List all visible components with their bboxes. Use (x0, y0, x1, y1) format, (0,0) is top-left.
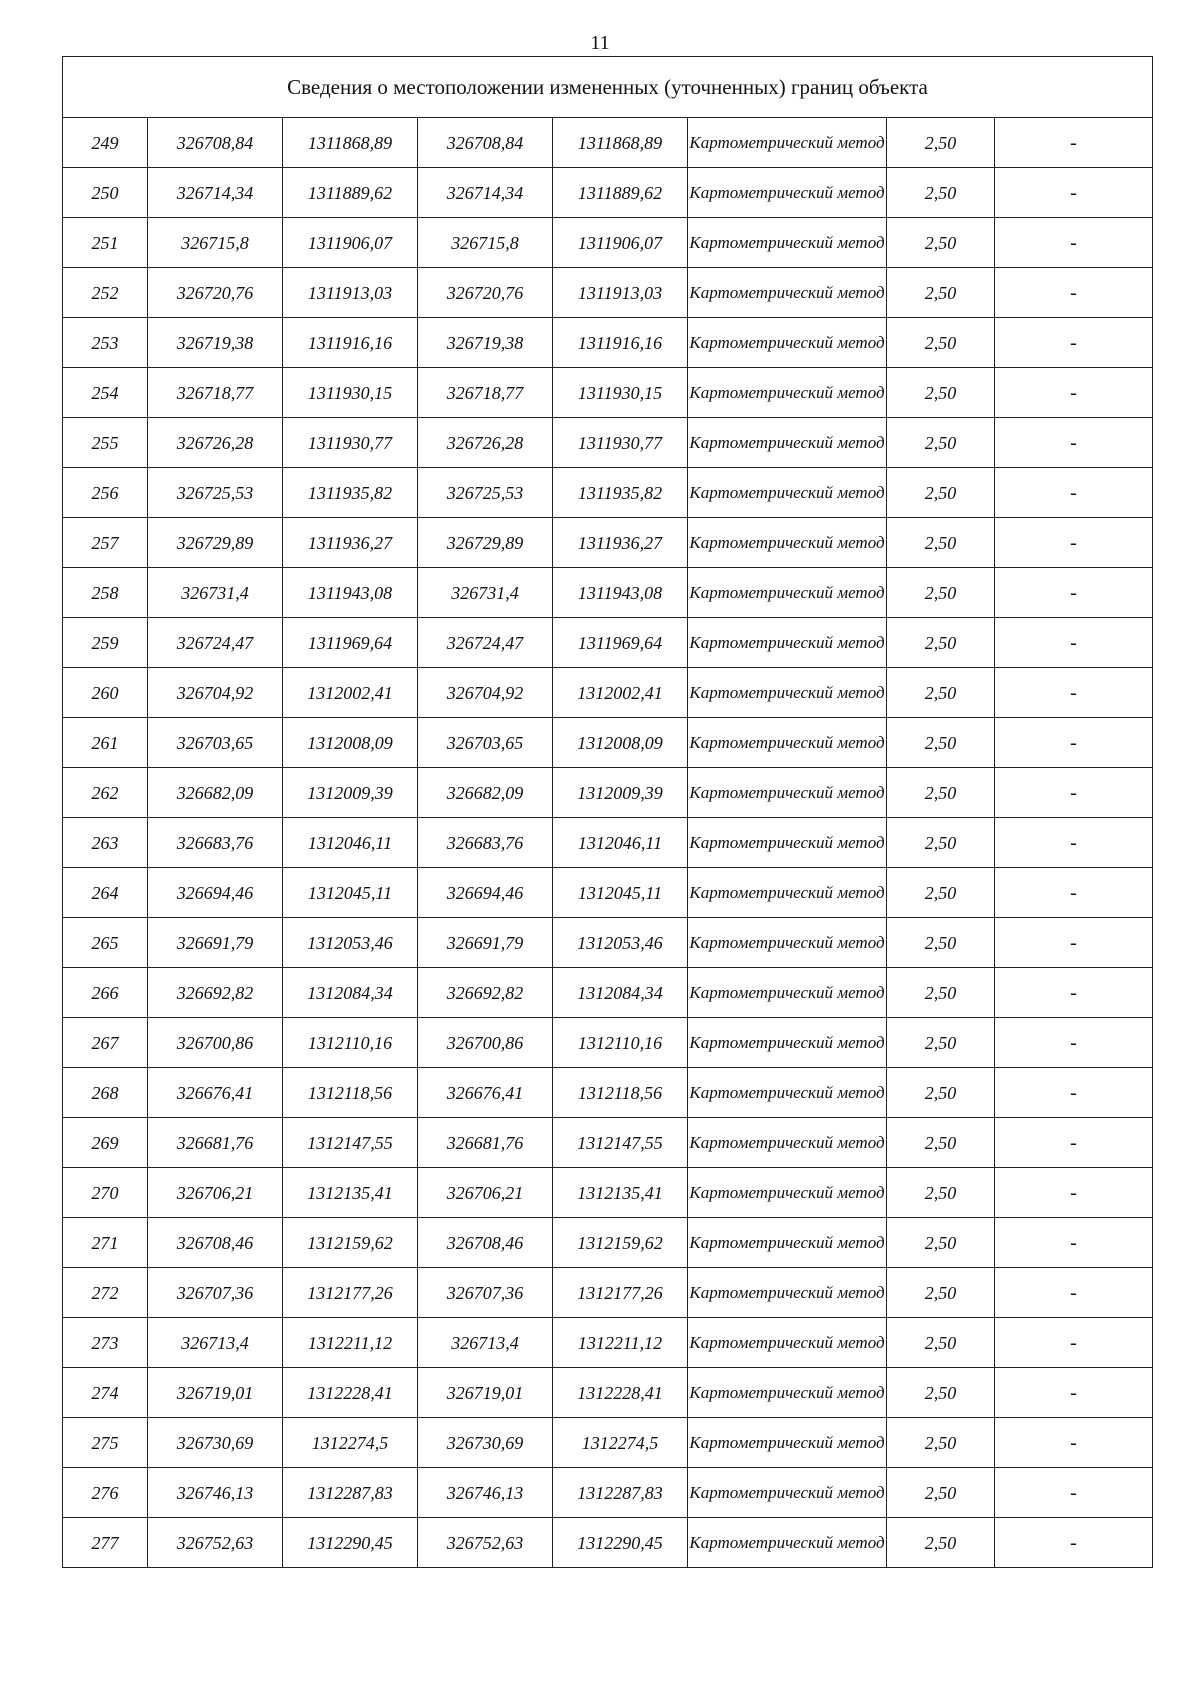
point-number: 262 (63, 768, 148, 818)
table-row (63, 918, 1153, 968)
accuracy-value: 2,50 (887, 1218, 995, 1268)
new-x: 326726,28 (418, 418, 553, 468)
existing-y: 1312147,55 (283, 1118, 418, 1168)
existing-y: 1311930,15 (283, 368, 418, 418)
table-row (63, 1218, 1153, 1268)
point-note: - (995, 1418, 1153, 1468)
new-y: 1312274,5 (553, 1418, 688, 1468)
existing-x: 326725,53 (148, 468, 283, 518)
determination-method: Картометрический метод (688, 968, 887, 1018)
accuracy-value: 2,50 (887, 268, 995, 318)
new-y: 1312084,34 (553, 968, 688, 1018)
new-x: 326746,13 (418, 1468, 553, 1518)
determination-method: Картометрический метод (688, 718, 887, 768)
point-note: - (995, 168, 1153, 218)
existing-x: 326703,65 (148, 718, 283, 768)
determination-method: Картометрический метод (688, 768, 887, 818)
new-x: 326683,76 (418, 818, 553, 868)
new-y: 1311936,27 (553, 518, 688, 568)
table-row (63, 718, 1153, 768)
point-number: 261 (63, 718, 148, 768)
accuracy-value: 2,50 (887, 1368, 995, 1418)
new-x: 326713,4 (418, 1318, 553, 1368)
point-note: - (995, 118, 1153, 168)
accuracy-value: 2,50 (887, 118, 995, 168)
determination-method: Картометрический метод (688, 818, 887, 868)
accuracy-value: 2,50 (887, 1068, 995, 1118)
determination-method: Картометрический метод (688, 1318, 887, 1368)
table-row (63, 968, 1153, 1018)
determination-method: Картометрический метод (688, 1468, 887, 1518)
new-y: 1312211,12 (553, 1318, 688, 1368)
new-y: 1312053,46 (553, 918, 688, 968)
point-note: - (995, 818, 1153, 868)
new-y: 1312159,62 (553, 1218, 688, 1268)
determination-method: Картометрический метод (688, 468, 887, 518)
table-row (63, 218, 1153, 268)
point-number: 270 (63, 1168, 148, 1218)
point-number: 260 (63, 668, 148, 718)
point-number: 275 (63, 1418, 148, 1468)
determination-method: Картометрический метод (688, 368, 887, 418)
accuracy-value: 2,50 (887, 618, 995, 668)
point-note: - (995, 1018, 1153, 1068)
point-note: - (995, 568, 1153, 618)
existing-y: 1311916,16 (283, 318, 418, 368)
existing-y: 1312053,46 (283, 918, 418, 968)
existing-y: 1312118,56 (283, 1068, 418, 1118)
existing-x: 326700,86 (148, 1018, 283, 1068)
existing-x: 326729,89 (148, 518, 283, 568)
point-number: 273 (63, 1318, 148, 1368)
new-x: 326731,4 (418, 568, 553, 618)
existing-y: 1312002,41 (283, 668, 418, 718)
determination-method: Картометрический метод (688, 268, 887, 318)
accuracy-value: 2,50 (887, 518, 995, 568)
boundary-coordinates-table (62, 56, 1153, 1568)
point-note: - (995, 1068, 1153, 1118)
existing-x: 326676,41 (148, 1068, 283, 1118)
table-row (63, 1418, 1153, 1468)
determination-method: Картометрический метод (688, 168, 887, 218)
existing-y: 1311913,03 (283, 268, 418, 318)
point-note: - (995, 868, 1153, 918)
new-x: 326708,46 (418, 1218, 553, 1268)
new-y: 1311930,15 (553, 368, 688, 418)
accuracy-value: 2,50 (887, 668, 995, 718)
accuracy-value: 2,50 (887, 818, 995, 868)
point-number: 264 (63, 868, 148, 918)
point-number: 271 (63, 1218, 148, 1268)
new-y: 1311969,64 (553, 618, 688, 668)
point-number: 258 (63, 568, 148, 618)
existing-x: 326682,09 (148, 768, 283, 818)
new-y: 1312046,11 (553, 818, 688, 868)
new-y: 1312009,39 (553, 768, 688, 818)
existing-y: 1311936,27 (283, 518, 418, 568)
existing-y: 1311943,08 (283, 568, 418, 618)
point-note: - (995, 418, 1153, 468)
table-row (63, 1518, 1153, 1568)
new-y: 1312118,56 (553, 1068, 688, 1118)
accuracy-value: 2,50 (887, 1268, 995, 1318)
determination-method: Картометрический метод (688, 1368, 887, 1418)
existing-y: 1312135,41 (283, 1168, 418, 1218)
table-title-row (63, 57, 1153, 118)
point-number: 253 (63, 318, 148, 368)
existing-x: 326708,84 (148, 118, 283, 168)
point-number: 259 (63, 618, 148, 668)
accuracy-value: 2,50 (887, 1468, 995, 1518)
existing-x: 326730,69 (148, 1418, 283, 1468)
existing-x: 326694,46 (148, 868, 283, 918)
point-note: - (995, 918, 1153, 968)
new-x: 326752,63 (418, 1518, 553, 1568)
point-note: - (995, 268, 1153, 318)
accuracy-value: 2,50 (887, 1118, 995, 1168)
point-note: - (995, 1518, 1153, 1568)
accuracy-value: 2,50 (887, 1518, 995, 1568)
point-note: - (995, 618, 1153, 668)
point-number: 266 (63, 968, 148, 1018)
new-x: 326729,89 (418, 518, 553, 568)
determination-method: Картометрический метод (688, 1068, 887, 1118)
existing-y: 1312084,34 (283, 968, 418, 1018)
determination-method: Картометрический метод (688, 418, 887, 468)
existing-x: 326724,47 (148, 618, 283, 668)
accuracy-value: 2,50 (887, 1418, 995, 1468)
existing-x: 326714,34 (148, 168, 283, 218)
point-note: - (995, 1318, 1153, 1368)
new-y: 1311868,89 (553, 118, 688, 168)
new-y: 1311935,82 (553, 468, 688, 518)
existing-x: 326704,92 (148, 668, 283, 718)
existing-y: 1311868,89 (283, 118, 418, 168)
existing-y: 1312046,11 (283, 818, 418, 868)
accuracy-value: 2,50 (887, 468, 995, 518)
existing-y: 1312008,09 (283, 718, 418, 768)
determination-method: Картометрический метод (688, 218, 887, 268)
point-number: 263 (63, 818, 148, 868)
existing-y: 1312009,39 (283, 768, 418, 818)
table-body (63, 118, 1153, 1568)
point-number: 249 (63, 118, 148, 168)
new-x: 326692,82 (418, 968, 553, 1018)
new-y: 1312147,55 (553, 1118, 688, 1168)
accuracy-value: 2,50 (887, 1318, 995, 1368)
new-x: 326725,53 (418, 468, 553, 518)
point-number: 269 (63, 1118, 148, 1168)
new-x: 326718,77 (418, 368, 553, 418)
point-note: - (995, 968, 1153, 1018)
accuracy-value: 2,50 (887, 568, 995, 618)
existing-y: 1311906,07 (283, 218, 418, 268)
table-row (63, 118, 1153, 168)
point-note: - (995, 718, 1153, 768)
existing-x: 326683,76 (148, 818, 283, 868)
point-note: - (995, 1268, 1153, 1318)
determination-method: Картометрический метод (688, 1268, 887, 1318)
determination-method: Картометрический метод (688, 568, 887, 618)
new-x: 326715,8 (418, 218, 553, 268)
existing-x: 326708,46 (148, 1218, 283, 1268)
existing-x: 326706,21 (148, 1168, 283, 1218)
table-row (63, 1368, 1153, 1418)
point-number: 268 (63, 1068, 148, 1118)
new-y: 1312110,16 (553, 1018, 688, 1068)
point-number: 255 (63, 418, 148, 468)
existing-x: 326692,82 (148, 968, 283, 1018)
new-y: 1311889,62 (553, 168, 688, 218)
table-row (63, 1268, 1153, 1318)
determination-method: Картометрический метод (688, 518, 887, 568)
point-number: 265 (63, 918, 148, 968)
table-row (63, 368, 1153, 418)
existing-y: 1312177,26 (283, 1268, 418, 1318)
existing-x: 326707,36 (148, 1268, 283, 1318)
determination-method: Картометрический метод (688, 1418, 887, 1468)
point-note: - (995, 768, 1153, 818)
point-note: - (995, 318, 1153, 368)
existing-x: 326715,8 (148, 218, 283, 268)
new-x: 326681,76 (418, 1118, 553, 1168)
table-row (63, 1318, 1153, 1368)
point-note: - (995, 1468, 1153, 1518)
new-x: 326724,47 (418, 618, 553, 668)
new-y: 1312287,83 (553, 1468, 688, 1518)
accuracy-value: 2,50 (887, 1168, 995, 1218)
point-note: - (995, 1168, 1153, 1218)
new-y: 1311913,03 (553, 268, 688, 318)
existing-x: 326726,28 (148, 418, 283, 468)
table-row (63, 318, 1153, 368)
new-y: 1311916,16 (553, 318, 688, 368)
point-number: 276 (63, 1468, 148, 1518)
new-y: 1312228,41 (553, 1368, 688, 1418)
determination-method: Картометрический метод (688, 668, 887, 718)
accuracy-value: 2,50 (887, 168, 995, 218)
new-x: 326691,79 (418, 918, 553, 968)
existing-x: 326681,76 (148, 1118, 283, 1168)
point-number: 252 (63, 268, 148, 318)
new-x: 326707,36 (418, 1268, 553, 1318)
point-note: - (995, 368, 1153, 418)
accuracy-value: 2,50 (887, 868, 995, 918)
table-row (63, 768, 1153, 818)
table-row (63, 1018, 1153, 1068)
new-x: 326719,01 (418, 1368, 553, 1418)
new-x: 326700,86 (418, 1018, 553, 1068)
existing-x: 326719,38 (148, 318, 283, 368)
new-x: 326694,46 (418, 868, 553, 918)
existing-y: 1312287,83 (283, 1468, 418, 1518)
existing-y: 1312110,16 (283, 1018, 418, 1068)
accuracy-value: 2,50 (887, 218, 995, 268)
new-y: 1311906,07 (553, 218, 688, 268)
accuracy-value: 2,50 (887, 718, 995, 768)
new-x: 326708,84 (418, 118, 553, 168)
table-row (63, 1068, 1153, 1118)
new-x: 326714,34 (418, 168, 553, 218)
new-x: 326730,69 (418, 1418, 553, 1468)
new-y: 1312290,45 (553, 1518, 688, 1568)
existing-y: 1312211,12 (283, 1318, 418, 1368)
existing-y: 1311889,62 (283, 168, 418, 218)
table-row (63, 1468, 1153, 1518)
new-x: 326676,41 (418, 1068, 553, 1118)
point-number: 277 (63, 1518, 148, 1568)
table-title: Сведения о местоположении измененных (уточненных) границ объекта (63, 57, 1153, 118)
page-number: 11 (590, 32, 610, 54)
point-note: - (995, 1368, 1153, 1418)
existing-x: 326731,4 (148, 568, 283, 618)
existing-y: 1311935,82 (283, 468, 418, 518)
existing-x: 326718,77 (148, 368, 283, 418)
point-note: - (995, 668, 1153, 718)
point-number: 272 (63, 1268, 148, 1318)
existing-y: 1312159,62 (283, 1218, 418, 1268)
point-note: - (995, 518, 1153, 568)
point-number: 254 (63, 368, 148, 418)
table-row (63, 868, 1153, 918)
accuracy-value: 2,50 (887, 1018, 995, 1068)
table-row (63, 568, 1153, 618)
point-note: - (995, 218, 1153, 268)
new-x: 326706,21 (418, 1168, 553, 1218)
table-row (63, 1118, 1153, 1168)
table-row (63, 518, 1153, 568)
accuracy-value: 2,50 (887, 918, 995, 968)
point-note: - (995, 468, 1153, 518)
determination-method: Картометрический метод (688, 1118, 887, 1168)
existing-y: 1312228,41 (283, 1368, 418, 1418)
point-number: 251 (63, 218, 148, 268)
existing-x: 326719,01 (148, 1368, 283, 1418)
accuracy-value: 2,50 (887, 768, 995, 818)
new-x: 326682,09 (418, 768, 553, 818)
accuracy-value: 2,50 (887, 418, 995, 468)
determination-method: Картометрический метод (688, 618, 887, 668)
table-row (63, 618, 1153, 668)
existing-x: 326713,4 (148, 1318, 283, 1368)
new-y: 1312045,11 (553, 868, 688, 918)
determination-method: Картометрический метод (688, 1518, 887, 1568)
table-row (63, 268, 1153, 318)
existing-y: 1312274,5 (283, 1418, 418, 1468)
point-note: - (995, 1118, 1153, 1168)
new-y: 1311943,08 (553, 568, 688, 618)
new-y: 1312002,41 (553, 668, 688, 718)
point-number: 257 (63, 518, 148, 568)
existing-x: 326720,76 (148, 268, 283, 318)
existing-y: 1312045,11 (283, 868, 418, 918)
existing-y: 1311969,64 (283, 618, 418, 668)
new-x: 326703,65 (418, 718, 553, 768)
table-row (63, 468, 1153, 518)
accuracy-value: 2,50 (887, 318, 995, 368)
table-row (63, 418, 1153, 468)
table-row (63, 668, 1153, 718)
new-x: 326720,76 (418, 268, 553, 318)
point-number: 250 (63, 168, 148, 218)
new-y: 1312177,26 (553, 1268, 688, 1318)
point-note: - (995, 1218, 1153, 1268)
existing-x: 326752,63 (148, 1518, 283, 1568)
determination-method: Картометрический метод (688, 868, 887, 918)
new-x: 326719,38 (418, 318, 553, 368)
new-y: 1312135,41 (553, 1168, 688, 1218)
existing-x: 326691,79 (148, 918, 283, 968)
new-x: 326704,92 (418, 668, 553, 718)
table-row (63, 1168, 1153, 1218)
new-y: 1311930,77 (553, 418, 688, 468)
point-number: 256 (63, 468, 148, 518)
determination-method: Картометрический метод (688, 1018, 887, 1068)
determination-method: Картометрический метод (688, 1168, 887, 1218)
table-row (63, 818, 1153, 868)
accuracy-value: 2,50 (887, 968, 995, 1018)
new-y: 1312008,09 (553, 718, 688, 768)
existing-y: 1311930,77 (283, 418, 418, 468)
existing-y: 1312290,45 (283, 1518, 418, 1568)
point-number: 267 (63, 1018, 148, 1068)
point-number: 274 (63, 1368, 148, 1418)
determination-method: Картометрический метод (688, 918, 887, 968)
accuracy-value: 2,50 (887, 368, 995, 418)
determination-method: Картометрический метод (688, 318, 887, 368)
table-row (63, 168, 1153, 218)
determination-method: Картометрический метод (688, 1218, 887, 1268)
determination-method: Картометрический метод (688, 118, 887, 168)
existing-x: 326746,13 (148, 1468, 283, 1518)
